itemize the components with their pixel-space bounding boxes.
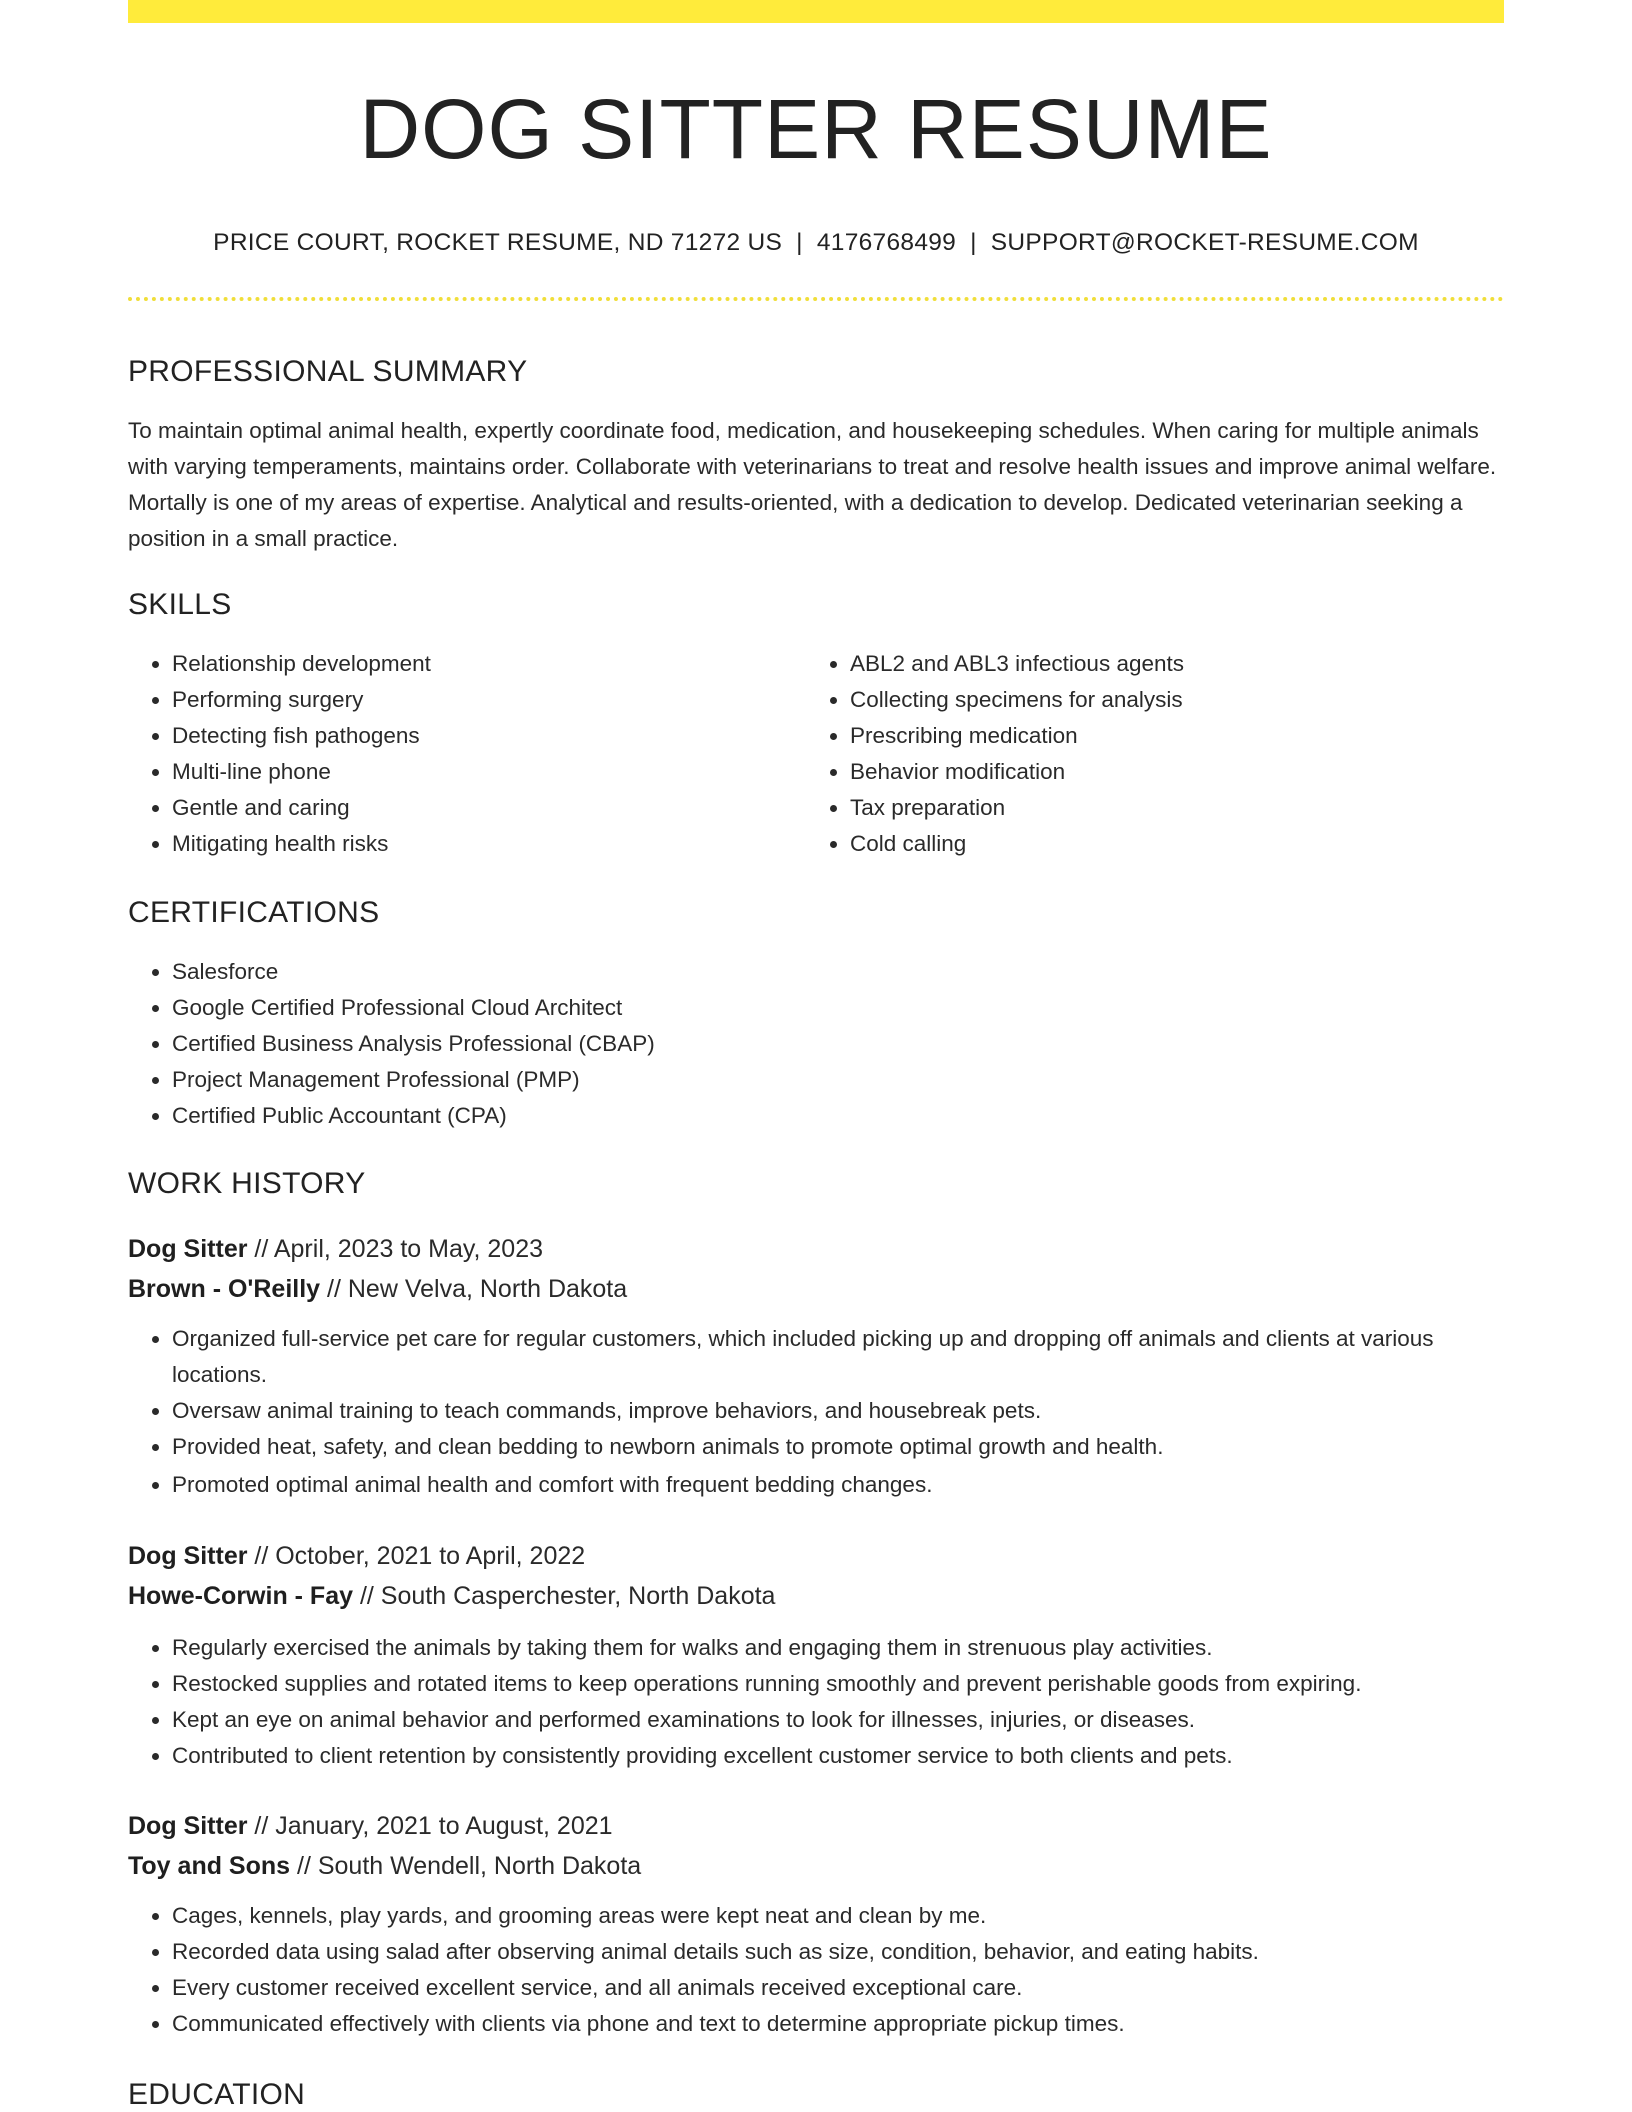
skill-item: • Collecting specimens for analysis — [850, 682, 1484, 718]
job-dates: // April, 2023 to May, 2023 — [247, 1235, 543, 1263]
skills-list-right — [806, 646, 1484, 862]
skill-item: • Tax preparation — [850, 790, 1484, 826]
skill-item: • Gentle and caring — [172, 790, 806, 826]
work-history-section — [128, 1169, 1504, 1199]
job-bullet: • Contributed to client retention by consistently providing excellent customer service to both clients and pets. — [172, 1738, 1504, 1774]
job-employer: Brown - O'Reilly — [128, 1275, 321, 1303]
skill-item: • Behavior modification — [850, 754, 1484, 790]
job-title: Dog Sitter — [128, 1542, 248, 1570]
certification-item: • Project Management Professional (PMP) — [172, 1062, 1504, 1098]
job-bullet: • Oversaw animal training to teach commands, improve behaviors, and housebreak pets. — [172, 1393, 1504, 1429]
resume-page — [128, 0, 1504, 2111]
skill-item: • Prescribing medication — [850, 718, 1484, 754]
job-dates: // October, 2021 to April, 2022 — [247, 1542, 586, 1570]
work-history-heading: WORK HISTORY — [128, 1167, 366, 1200]
job-employer-line — [128, 1576, 1504, 1616]
skill-item: • ABL2 and ABL3 infectious agents — [850, 646, 1484, 682]
job-dates: // January, 2021 to August, 2021 — [247, 1812, 613, 1840]
contact-address: PRICE COURT, ROCKET RESUME, ND 71272 US — [213, 229, 783, 257]
job-location: // South Wendell, North Dakota — [290, 1852, 642, 1880]
accent-top-bar — [128, 0, 1504, 23]
job-entry — [128, 1806, 1504, 2042]
contact-phone: 4176768499 — [816, 229, 957, 257]
contact-line — [128, 229, 1504, 257]
job-employer-line — [128, 1269, 1504, 1309]
job-bullet: • Restocked supplies and rotated items to keep operations running smoothly and prevent perishable goods from expiring. — [172, 1666, 1504, 1702]
job-title: Dog Sitter — [128, 1235, 248, 1263]
job-bullet: • Every customer received excellent service, and all animals received exceptional care. — [172, 1970, 1504, 2006]
certification-item: • Salesforce — [172, 954, 1504, 990]
job-title-line — [128, 1806, 1504, 1846]
skills-list-left — [128, 646, 806, 862]
job-bullet: • Provided heat, safety, and clean bedding to newborn animals to promote optimal growth and health. — [172, 1429, 1504, 1465]
skill-item: • Detecting fish pathogens — [172, 718, 806, 754]
education-section — [128, 2080, 1504, 2110]
certification-item: • Google Certified Professional Cloud Architect — [172, 990, 1504, 1026]
certification-item: • Certified Business Analysis Professional (CBAP) — [172, 1026, 1504, 1062]
job-location: // New Velva, North Dakota — [320, 1275, 628, 1303]
job-bullet: • Cages, kennels, play yards, and grooming areas were kept neat and clean by me. — [172, 1898, 1504, 1934]
job-bullet: • Organized full-service pet care for regular customers, which included picking up and dropping off animals and clients at various locations. — [172, 1321, 1504, 1393]
education-heading: EDUCATION — [128, 2078, 306, 2111]
contact-separator: | — [970, 229, 977, 257]
job-bullets — [128, 1321, 1504, 1503]
job-bullet: • Regularly exercised the animals by taking them for walks and engaging them in strenuous play activities. — [172, 1630, 1504, 1666]
job-entry — [128, 1536, 1504, 1774]
skill-item: • Multi-line phone — [172, 754, 806, 790]
summary-heading: PROFESSIONAL SUMMARY — [128, 355, 528, 388]
certifications-section — [128, 898, 1504, 1134]
job-bullets — [128, 1898, 1504, 2042]
resume-title: DOG SITTER RESUME — [359, 82, 1273, 176]
job-title: Dog Sitter — [128, 1812, 248, 1840]
job-location: // South Casperchester, North Dakota — [353, 1582, 776, 1610]
skill-item: • Performing surgery — [172, 682, 806, 718]
job-bullet: • Kept an eye on animal behavior and performed examinations to look for illnesses, injuries, or diseases. — [172, 1702, 1504, 1738]
skills-section — [128, 590, 1504, 862]
summary-text: To maintain optimal animal health, expertly coordinate food, medication, and housekeeping schedules. When caring for multiple animals with varying temperaments, maintains order. Collaborate with veterinarians to treat and resolve health issues and improve animal welfare. Mortally is one of my areas of expertise. Analytical and results-oriented, with a dedication to develop. Dedicated veterinarian seeking a position in a small practice. — [128, 418, 1497, 551]
job-bullet: • Promoted optimal animal health and comfort with frequent bedding changes. — [172, 1467, 1504, 1503]
skill-item: • Cold calling — [850, 826, 1484, 862]
job-entry — [128, 1229, 1504, 1503]
job-employer: Howe-Corwin - Fay — [128, 1582, 354, 1610]
certification-item: • Certified Public Accountant (CPA) — [172, 1098, 1504, 1134]
dotted-divider — [128, 297, 1504, 301]
job-employer: Toy and Sons — [128, 1852, 291, 1880]
job-title-line — [128, 1536, 1504, 1576]
job-title-line — [128, 1229, 1504, 1269]
job-bullets — [128, 1630, 1504, 1774]
skill-item: • Mitigating health risks — [172, 826, 806, 862]
skill-item: • Relationship development — [172, 646, 806, 682]
job-bullet: • Recorded data using salad after observing animal details such as size, condition, behavior, and eating habits. — [172, 1934, 1504, 1970]
certifications-heading: CERTIFICATIONS — [128, 896, 380, 929]
skills-heading: SKILLS — [128, 588, 232, 621]
certifications-list — [128, 954, 1504, 1134]
contact-separator: | — [796, 229, 803, 257]
job-bullet: • Communicated effectively with clients via phone and text to determine appropriate pickup times. — [172, 2006, 1504, 2042]
job-employer-line — [128, 1846, 1504, 1886]
contact-email: SUPPORT@ROCKET-RESUME.COM — [990, 229, 1419, 257]
summary-section — [128, 357, 1504, 557]
